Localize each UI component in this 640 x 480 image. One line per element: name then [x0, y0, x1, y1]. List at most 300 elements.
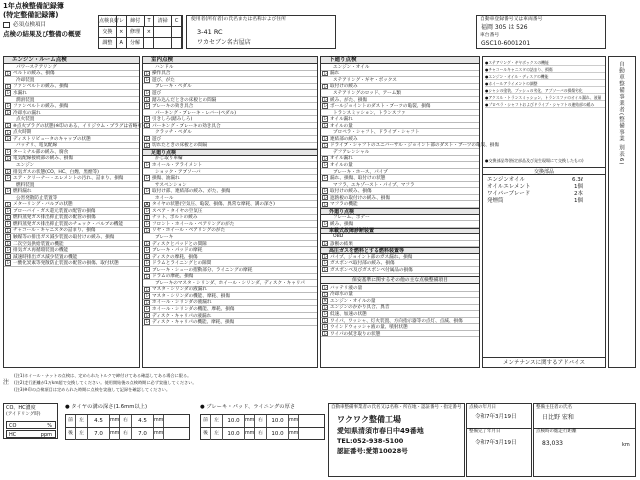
- check-box[interactable]: レ: [323, 123, 329, 129]
- check-box[interactable]: レ: [145, 286, 151, 293]
- check-box[interactable]: レ: [6, 168, 12, 175]
- check-box[interactable]: [322, 64, 328, 69]
- part-name: ワイパーブレード: [487, 191, 531, 197]
- symbol-cell: [144, 38, 154, 49]
- check-box[interactable]: [5, 116, 11, 121]
- item-label: 冷却水の量: [330, 292, 353, 298]
- parts-row: [487, 199, 603, 206]
- footer-note: (注2)走行距離が1万km超で交換してください。使用開始後の点検時期に必ず実施してください。: [14, 380, 197, 385]
- symbol-cell: [172, 27, 182, 37]
- engine-room-header: エンジン・ルーム点検: [4, 57, 139, 64]
- advice-item: ●シャシの塗装、ブッシュの劣化、アブソーバの損傷劣化: [485, 87, 605, 94]
- vin-label: 車台番号: [480, 33, 500, 38]
- measure-cell: mm: [110, 415, 120, 428]
- item-label: ステアリングのロッド、アーム類: [333, 90, 401, 96]
- check-box[interactable]: レ: [323, 311, 329, 318]
- vehicle-box: [476, 15, 606, 49]
- item-label: 緩み、がた、損傷: [330, 97, 368, 103]
- measure-cell: 右: [120, 415, 132, 428]
- check-box[interactable]: レ: [145, 70, 151, 77]
- item-label: ドラムの摩耗、損傷: [152, 274, 194, 280]
- check-box[interactable]: レ: [323, 142, 329, 149]
- item-label: エンジン: [16, 162, 35, 168]
- section-header: 足廻り点検: [151, 149, 177, 156]
- check-box[interactable]: レ: [323, 253, 329, 260]
- measure-cell: 左: [211, 415, 223, 428]
- measure-cell: 左: [76, 415, 88, 428]
- item-label: 冷却水の漏れ: [13, 110, 41, 116]
- check-box[interactable]: レ: [145, 253, 151, 260]
- item-label: 燃料装置: [16, 182, 35, 188]
- check-box[interactable]: レ: [323, 116, 329, 123]
- item-label: 一酸化炭素等発散防止装置の配管の損傷、取付状態: [13, 261, 119, 267]
- interior-header: 室内点検: [143, 57, 317, 64]
- item-label: 燃料漏れ: [13, 189, 32, 195]
- measure-row: [66, 428, 189, 441]
- item-label: ディスクの摩耗、損傷: [152, 254, 198, 260]
- item-label: ホイール・シリンダの機能、摩耗、損傷: [152, 307, 235, 313]
- check-box[interactable]: レ: [145, 247, 151, 254]
- item-label: 潤滑装置: [16, 97, 35, 103]
- check-box[interactable]: レ: [6, 103, 12, 110]
- item-label: ディスク・キャリパの液漏れ: [152, 313, 212, 319]
- item-label: ボールジョイントのダスト・ブーツの亀裂、損傷: [330, 104, 431, 110]
- check-box[interactable]: [5, 97, 11, 102]
- item-label: ガスボンベ取付部の緩み、損傷: [330, 261, 395, 267]
- dates-box: [466, 403, 532, 477]
- check-box[interactable]: [322, 110, 328, 115]
- item-label: フロント・ホイール・ベアリングのがた: [152, 221, 235, 227]
- check-box[interactable]: レ: [145, 116, 151, 123]
- measure-cell: 右: [255, 415, 267, 428]
- mech-name: 日比野 宏和: [542, 414, 574, 421]
- check-box[interactable]: [144, 130, 150, 135]
- check-box[interactable]: [322, 77, 328, 82]
- item-label: 排気ガス再循環装置の機能: [13, 248, 69, 254]
- check-box[interactable]: [5, 143, 11, 148]
- odo-unit: km: [622, 442, 630, 448]
- item-label: オイルの量: [330, 123, 353, 129]
- part-qty: 2本: [574, 191, 583, 197]
- check-box[interactable]: レ: [145, 162, 151, 169]
- symbol-cell: ×: [144, 27, 154, 37]
- check-box[interactable]: レ: [323, 175, 329, 182]
- symbol-cell: 修理: [127, 27, 145, 37]
- item-label: チャコール・キャニスタの詰まり、損傷: [13, 228, 96, 234]
- item-label: オイルの量: [330, 162, 353, 168]
- check-box[interactable]: レ: [6, 208, 12, 215]
- item-label: プロペラ・シャフト、ドライブ・シャフト: [333, 130, 420, 136]
- check-box[interactable]: [144, 195, 150, 200]
- check-box[interactable]: レ: [145, 142, 151, 149]
- check-box[interactable]: レ: [6, 129, 12, 136]
- check-box[interactable]: レ: [323, 70, 329, 77]
- measure-row: [201, 428, 324, 441]
- item-label: ホイール・アライメント: [152, 162, 203, 168]
- check-box[interactable]: レ: [6, 253, 12, 260]
- vin: GSC10-6001201: [481, 40, 531, 47]
- item-label: ブレーキの効き具合: [152, 104, 194, 110]
- checklist-row: [321, 267, 479, 274]
- item-label: オイル漏れ: [330, 156, 353, 162]
- shop-tel: TEL:052-938-5100: [337, 437, 404, 445]
- item-label: 二次空気供給装置の機能: [13, 241, 64, 247]
- symbol-cell: レ: [117, 16, 127, 26]
- maint-head: 保安基準に関するその他の主な点検整備項目: [321, 276, 479, 284]
- item-label: ディスク・キャリパの機能、摩耗、損傷: [152, 320, 235, 326]
- advice-item: ●ステアリング・ギヤボックスの機能: [485, 59, 605, 66]
- symbol-cell: 分解: [127, 38, 145, 49]
- item-label: バッテリ液の量: [330, 285, 363, 291]
- item-label: ベルトの緩み、損傷: [13, 71, 55, 77]
- check-box[interactable]: レ: [323, 240, 329, 247]
- measure-cell: 7.0: [88, 428, 110, 441]
- check-box[interactable]: レ: [323, 285, 329, 292]
- check-box[interactable]: [322, 215, 328, 220]
- item-label: 電気配線接続部の緩み、損傷: [13, 156, 73, 162]
- item-label: リヤ・ホイール・ベアリングのがた: [152, 228, 226, 234]
- item-label: マフラ、エキゾースト・パイプ、マフラ: [333, 182, 415, 188]
- symbol-cell: [154, 38, 172, 49]
- check-box[interactable]: レ: [145, 103, 151, 110]
- symbol-cell: ×: [117, 27, 127, 37]
- check-box[interactable]: レ: [145, 267, 151, 274]
- measure-cell: mm: [154, 415, 164, 428]
- check-box[interactable]: [322, 169, 328, 174]
- check-box[interactable]: レ: [6, 83, 12, 90]
- item-label: ドライブ・シャフトのユニバーサル・ジョイント部のダスト・ブーツの亀裂、損傷: [330, 143, 499, 149]
- check-box[interactable]: レ: [6, 188, 12, 195]
- check-box[interactable]: レ: [6, 123, 12, 129]
- user-label: 使用者(所有者)の氏名または名称および住所: [191, 17, 286, 22]
- item-label: 損傷、油漏れ: [152, 176, 180, 182]
- symbol-cell: A: [117, 38, 127, 49]
- symbol-cell: [154, 27, 172, 37]
- check-box[interactable]: T: [145, 214, 149, 221]
- item-label: メターリング・バルブの状態: [13, 202, 73, 208]
- engine-room-column: [3, 56, 144, 368]
- check-box[interactable]: レ: [323, 324, 329, 331]
- check-box[interactable]: レ: [323, 267, 329, 274]
- item-label: 燃料蒸発ガス排出抑止装置の配管の損傷: [13, 215, 96, 221]
- co-label: CO、HC濃度: [6, 405, 36, 411]
- check-box[interactable]: [322, 130, 328, 135]
- car-no-label: 自動車登録番号又は車両番号: [480, 17, 543, 22]
- interior-column: [142, 56, 318, 368]
- symbol-row: [99, 27, 182, 38]
- measure-cell: 右: [120, 428, 132, 441]
- tire-label: ● タイヤの溝の深さ(1.6mm以上): [65, 404, 148, 410]
- check-box[interactable]: レ: [323, 96, 329, 103]
- check-box[interactable]: レ: [6, 240, 12, 247]
- item-label: ブレーキのマスタ・シリンダ、ホイール・シリンダ、ディスク・キャリパ: [155, 280, 305, 286]
- part-qty: 1個: [574, 198, 583, 204]
- item-label: マスタ・シリンダの機能、摩耗、損傷: [152, 293, 230, 299]
- item-label: 取付けの緩み: [330, 84, 358, 90]
- item-label: ファンベルトの緩み、損傷: [13, 104, 69, 110]
- shop-head: 自動車整備事業者の氏名又は名称・所在地・認証番号・指定番号: [331, 405, 462, 410]
- check-box[interactable]: A: [145, 201, 149, 208]
- item-label: OBD: [333, 234, 344, 240]
- check-box[interactable]: [322, 182, 328, 187]
- symbol-row: [99, 16, 182, 27]
- required-legend-box: [3, 22, 10, 28]
- check-box[interactable]: レ: [6, 109, 12, 116]
- check-box[interactable]: [5, 182, 11, 187]
- check-box[interactable]: レ: [323, 162, 329, 169]
- measure-cell: 7.0: [132, 428, 154, 441]
- item-label: 取付け部、連結部の緩み、がた、損傷: [152, 189, 231, 195]
- tire-table: [65, 414, 190, 440]
- item-label: ハンドル: [155, 64, 174, 70]
- measure-cell: 4.5: [132, 415, 154, 428]
- parts-header: 交換部品: [483, 167, 605, 175]
- check-box[interactable]: レ: [145, 299, 151, 306]
- check-box[interactable]: レ: [145, 188, 151, 195]
- measure-cell: 10.0: [267, 415, 289, 428]
- check-box[interactable]: レ: [6, 260, 12, 267]
- note-marker: 注: [3, 379, 10, 386]
- part-name: エンジンオイル: [487, 177, 525, 183]
- checklist-row: [321, 331, 479, 338]
- form-title: 1年点検整備記録簿: [3, 2, 64, 10]
- item-label: トランスミッション、トランスファ: [333, 110, 406, 116]
- check-box[interactable]: レ: [6, 155, 12, 162]
- item-label: ステアリング・ギヤ・ボックス: [333, 77, 397, 83]
- symbol-cell: 交換: [99, 27, 117, 37]
- symbol-legend: [98, 15, 183, 49]
- check-box[interactable]: レ: [323, 291, 329, 298]
- item-label: バッテリ、電気配線: [16, 143, 58, 149]
- check-box[interactable]: レ: [323, 317, 329, 324]
- item-label: エンジン・オイルの量: [330, 298, 376, 304]
- footer-note: (注1)ホイール・ナットの点検は、定められたトルクで締付けてある確認してある場合に限る。: [14, 373, 192, 378]
- advice-item: ●エンジン・オイル・ディスクの機能: [485, 73, 605, 80]
- item-label: オイル漏れ: [330, 117, 353, 123]
- check-box[interactable]: レ: [145, 90, 151, 97]
- footer-note: (注3)※印の点検項目は定められた時期に点検を実施して記録を確認してください。: [14, 387, 171, 392]
- item-label: ブレーキ・ホース、パイプ: [333, 169, 388, 175]
- check-box[interactable]: レ: [145, 123, 151, 129]
- check-box[interactable]: レ: [6, 136, 12, 143]
- check-box[interactable]: レ: [145, 273, 151, 280]
- check-box[interactable]: レ: [6, 90, 12, 97]
- finish-date: 令和7年3月19日: [475, 440, 517, 446]
- check-box[interactable]: レ: [323, 136, 329, 143]
- check-box[interactable]: レ: [145, 221, 151, 228]
- item-label: パイプ、ジョイント部のガス漏れ、損傷: [330, 254, 413, 260]
- user-code: 3-41 RC: [197, 28, 223, 36]
- item-label: マスタ・シリンダの液漏れ: [152, 287, 207, 293]
- item-label: ブレーキ・ペダル: [155, 84, 192, 90]
- check-box[interactable]: レ: [323, 330, 329, 337]
- check-box[interactable]: レ: [145, 227, 151, 234]
- item-label: 漏れ: [330, 71, 340, 77]
- item-label: ターミナル部の緩み、腐食: [13, 149, 69, 155]
- mech-label: 整備主任者の氏名: [536, 405, 572, 410]
- car-no: 福岡 305 は 526: [481, 24, 528, 31]
- item-label: 遊び、がた: [152, 77, 175, 83]
- co-hc-box: [3, 403, 58, 439]
- check-box[interactable]: レ: [6, 175, 12, 182]
- check-box[interactable]: [322, 90, 328, 95]
- vertical-note: 自動車整備事業者(整備事業 別表6): [618, 61, 624, 166]
- parts-note: ●交換部品等(指定部品及び発生現場にて交換したもの): [485, 158, 584, 163]
- item-label: クラッチ・ペダル: [155, 130, 192, 136]
- symbol-cell: 締付: [127, 16, 145, 26]
- measure-cell: 後: [66, 428, 76, 441]
- measure-cell: mm: [245, 428, 255, 441]
- item-label: ホイール: [155, 195, 174, 201]
- check-box[interactable]: レ: [145, 208, 151, 215]
- check-box[interactable]: [322, 234, 328, 239]
- measure-cell: 10.0: [223, 415, 245, 428]
- check-box[interactable]: レ: [6, 70, 12, 77]
- item-label: 遊び: [152, 90, 162, 96]
- mechanic-box: [533, 403, 636, 477]
- item-label: 切れたときの床板との間隔: [152, 143, 208, 149]
- check-box[interactable]: [144, 64, 150, 69]
- measure-cell: 後: [201, 428, 211, 441]
- check-box[interactable]: [5, 162, 11, 167]
- measure-cell: mm: [289, 428, 299, 441]
- check-box[interactable]: [144, 169, 150, 174]
- shop-box: [328, 403, 465, 477]
- measure-cell: 10.0: [223, 428, 245, 441]
- check-box[interactable]: レ: [323, 195, 329, 202]
- advice-item: ●チャコールキャニスタの詰まり、損傷: [485, 66, 605, 73]
- item-label: 点火装置: [16, 117, 35, 123]
- underbody-header: 下廻り点検: [321, 57, 479, 64]
- item-label: ワイパ、ワッシャ、灯火装置、方向指示器等の点灯、点滅、損傷: [330, 318, 463, 324]
- advice-header: メンテナンスに関するアドバイス: [483, 357, 605, 367]
- item-label: 遊び: [152, 136, 162, 142]
- check-box[interactable]: レ: [145, 136, 151, 143]
- measure-cell: 左: [76, 428, 88, 441]
- check-box[interactable]: [144, 156, 150, 161]
- check-box[interactable]: レ: [6, 201, 12, 208]
- check-box[interactable]: ×: [323, 298, 328, 305]
- check-box[interactable]: [144, 182, 150, 187]
- item-label: パワーステアリング: [16, 64, 57, 70]
- advice-item: ●ホイールアライメントの調整: [485, 80, 605, 87]
- check-box[interactable]: レ: [6, 149, 12, 156]
- item-label: サスペンション: [155, 182, 187, 188]
- item-label: 踏み込んだときの床板との間隔: [152, 97, 217, 103]
- item-label: ウインドウォッシャ液の量、噴射状態: [330, 325, 408, 331]
- symbol-cell: 清掃: [154, 16, 172, 26]
- item-label: エンジンのかかり具合、異音: [330, 305, 390, 311]
- advice-item: ●プロペラ・シャフトおよびドライブ・シャフトの連結部の緩み: [485, 101, 605, 108]
- shop-name: ワクワク整備工場: [337, 415, 401, 424]
- item-label: 取付けの緩み、損傷: [330, 189, 372, 195]
- done-date: 令和7年3月19日: [475, 414, 517, 420]
- item-label: かじ取り車輪: [155, 156, 183, 162]
- item-label: ディストリビュータのキャップの状態: [13, 136, 91, 142]
- measure-cell: mm: [289, 415, 299, 428]
- check-box[interactable]: [5, 64, 11, 69]
- check-box[interactable]: レ: [145, 260, 151, 267]
- item-label: 遮熱板の取付けの緩み、損傷: [330, 195, 390, 201]
- check-box[interactable]: レ: [145, 96, 151, 103]
- check-box[interactable]: [144, 280, 150, 285]
- section-header: 高圧ガスを燃料とする燃料装置等: [329, 248, 405, 255]
- check-box[interactable]: レ: [145, 293, 151, 300]
- form-subtitle: (特定整備記録簿): [3, 11, 59, 19]
- symbol-cell: C: [172, 16, 182, 26]
- check-box[interactable]: [144, 234, 150, 239]
- check-box[interactable]: [5, 77, 11, 82]
- item-label: ブローバイ・ガス還元装置の配管の損傷: [13, 208, 96, 214]
- measure-cell: mm: [245, 415, 255, 428]
- item-label: スペア・タイヤの空気圧: [152, 208, 203, 214]
- item-label: エンジン・オイル: [333, 64, 370, 70]
- item-label: マフラの機能: [330, 202, 358, 208]
- check-box[interactable]: レ: [145, 175, 151, 182]
- item-label: 触媒等の排出ガス減少装置の取付けの緩み、損傷: [13, 235, 115, 240]
- check-box[interactable]: レ: [6, 247, 12, 254]
- check-box[interactable]: レ: [323, 221, 329, 228]
- item-label: 水漏れ: [13, 90, 27, 96]
- check-box[interactable]: レ: [145, 319, 151, 326]
- check-box[interactable]: レ: [6, 234, 12, 241]
- check-box[interactable]: レ: [145, 306, 151, 313]
- check-box[interactable]: レ: [323, 103, 329, 110]
- check-box[interactable]: レ: [323, 304, 329, 311]
- check-box[interactable]: レ: [323, 188, 329, 195]
- check-box[interactable]: レ: [145, 77, 151, 84]
- check-box[interactable]: [5, 195, 11, 200]
- right-panel: [482, 56, 606, 368]
- item-label: ディスクとパッドとの間隙: [152, 241, 207, 247]
- symbol-row: [99, 38, 182, 49]
- check-box[interactable]: レ: [323, 155, 329, 162]
- symbol-cell: [172, 38, 182, 49]
- item-label: 冷却装置: [16, 77, 35, 83]
- section-header: 車載式故障診断装置: [329, 228, 375, 235]
- measure-cell: 左: [211, 428, 223, 441]
- check-box[interactable]: レ: [145, 240, 151, 247]
- item-label: 減速時排出ガス減少装置の機能: [13, 254, 78, 260]
- check-box[interactable]: レ: [6, 227, 12, 234]
- check-box[interactable]: [144, 84, 150, 89]
- item-label: デフアレンシャル: [333, 149, 370, 155]
- item-label: 点火時期: [13, 130, 32, 136]
- brake-table: [200, 414, 325, 440]
- item-label: ホイール・シリンダの液漏れ: [152, 300, 212, 306]
- check-box[interactable]: レ: [323, 201, 329, 208]
- check-box[interactable]: レ: [6, 214, 12, 221]
- symbol-cell: T: [145, 16, 155, 26]
- item-label: 漏れ、損傷、取付けの状態: [330, 176, 386, 182]
- item-label: 低速、加速の状態: [330, 311, 367, 317]
- item-label: 燃料蒸発ガス排出抑止装置のチェック・バルブの機能: [13, 221, 124, 227]
- item-label: ファンベルトの緩み、損傷: [13, 84, 69, 90]
- measure-cell: mm: [110, 428, 120, 441]
- measure-cell: 前: [66, 415, 76, 428]
- summary-label: 点検の結果及び整備の概要: [3, 30, 81, 38]
- item-label: 排気ガスの状態(CO、HC、白煙、黒煙等): [13, 169, 99, 175]
- check-box[interactable]: レ: [323, 83, 329, 90]
- item-label: 緩み、損傷: [330, 221, 354, 227]
- check-box[interactable]: [322, 149, 328, 154]
- check-box[interactable]: レ: [145, 312, 151, 319]
- check-box[interactable]: レ: [6, 221, 12, 228]
- check-box[interactable]: [144, 110, 150, 115]
- co-sub: (アイドリング時): [6, 412, 41, 417]
- check-box[interactable]: レ: [323, 260, 329, 267]
- user-box: [186, 15, 336, 49]
